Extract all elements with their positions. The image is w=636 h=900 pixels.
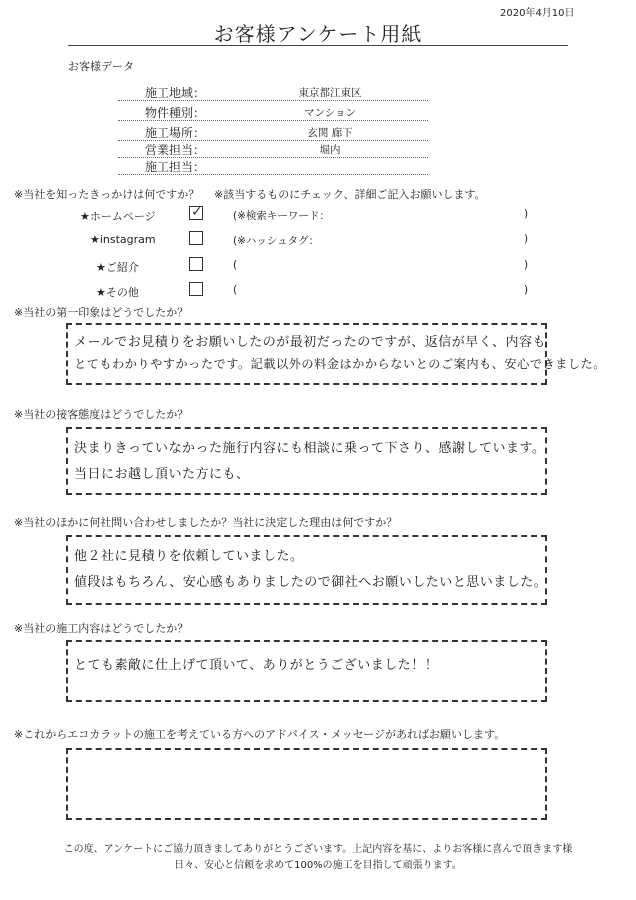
first-impression-answer-box[interactable] <box>66 323 606 385</box>
search-keyword-close: ) <box>524 208 529 220</box>
answer-line: メールでお見積りをお願いしたのが最初だったのですが、返信が早く、内容も <box>74 335 546 350</box>
footer-message-line-2: 日々、安心と信頼を求めて100%の施工を目指して頑張ります。 <box>174 860 462 871</box>
source-option-referral-label: ★ご紹介 <box>96 261 139 274</box>
answer-line: 値段はもちろん、安心感もありましたので御社へお願いしたいと思いました。 <box>74 575 548 590</box>
advice-answer-box[interactable] <box>66 748 547 820</box>
source-question: ※当社を知ったきっかけは何ですか？ <box>14 188 200 201</box>
title-divider <box>68 45 568 46</box>
source-option-homepage-label: ★ホームページ <box>80 210 156 223</box>
source-option-homepage-checkbox[interactable] <box>189 206 203 220</box>
source-option-instagram-label: ★instagram <box>90 233 156 246</box>
customer-data-heading: お客様データ <box>68 60 134 73</box>
construction-place-value: 玄関 廊下 <box>307 127 353 139</box>
construction-rep-label: 施工担当： <box>145 160 206 174</box>
answer-line: とてもわかりやすかったです。記載以外の料金はかからないとのご案内も、安心できました。 <box>74 357 606 371</box>
work-quality-question: ※当社の施工内容はどうでしたか？ <box>14 622 189 635</box>
answer-line: 決まりきっていなかった施行内容にも相談に乗って下さり、感謝しています。 <box>74 441 546 456</box>
row-divider <box>118 120 428 121</box>
sales-rep-label: 営業担当： <box>145 143 206 157</box>
source-instruction: ※該当するものにチェック、詳細ご記入お願いします。 <box>214 188 486 201</box>
page-title: お客様アンケート用紙 <box>213 22 423 46</box>
row-divider <box>118 100 428 101</box>
property-type-value: マンション <box>303 107 357 119</box>
source-option-instagram-checkbox[interactable] <box>189 231 203 245</box>
other-detail-open: ( <box>233 284 238 296</box>
construction-place-label: 施工場所： <box>145 126 206 140</box>
customer-service-answer-box[interactable] <box>66 427 547 495</box>
survey-date: 2020年4月10日 <box>500 8 575 19</box>
source-option-other-label: ★その他 <box>96 286 139 299</box>
footer-message-line-1: この度、アンケートにご協力頂きましてありがとうございます。上記内容を基に、よりお客様に喜んで頂きます様 <box>63 844 573 855</box>
work-quality-answer-box[interactable] <box>66 640 547 702</box>
answer-line: 他２社に見積りを依頼していました。 <box>74 549 304 564</box>
first-impression-question: ※当社の第一印象はどうでしたか？ <box>14 306 189 319</box>
source-option-other-checkbox[interactable] <box>189 282 203 296</box>
property-type-label: 物件種別： <box>145 106 206 120</box>
hashtag-close: ) <box>524 233 529 245</box>
other-companies-question: ※当社のほかに何社問い合わせしましたか？当社に決定した理由は何ですか？ <box>14 516 398 529</box>
search-keyword-label: (※検索キーワード： <box>233 210 330 222</box>
hashtag-label: (※ハッシュタグ： <box>233 235 320 247</box>
referral-detail-close: ) <box>524 259 529 271</box>
referral-detail-open: ( <box>233 259 238 271</box>
answer-line: 当日にお越し頂いた方にも、 <box>74 467 250 482</box>
sales-rep-value: 堀内 <box>319 144 341 156</box>
source-option-referral-checkbox[interactable] <box>189 257 203 271</box>
other-companies-answer-box[interactable] <box>66 535 547 605</box>
other-detail-close: ) <box>524 284 529 296</box>
customer-service-question: ※当社の接客態度はどうでしたか？ <box>14 408 189 421</box>
answer-line: とても素敵に仕上げて頂いて、ありがとうございました！！ <box>74 658 439 673</box>
construction-area-value: 東京都江東区 <box>298 87 362 99</box>
row-divider <box>118 174 428 175</box>
check-mark-icon: ✓ <box>191 204 203 220</box>
advice-question: ※これからエコカラットの施工を考えている方へのアドバイス・メッセージがあればお願いします。 <box>14 728 506 741</box>
construction-area-label: 施工地域： <box>145 86 206 100</box>
